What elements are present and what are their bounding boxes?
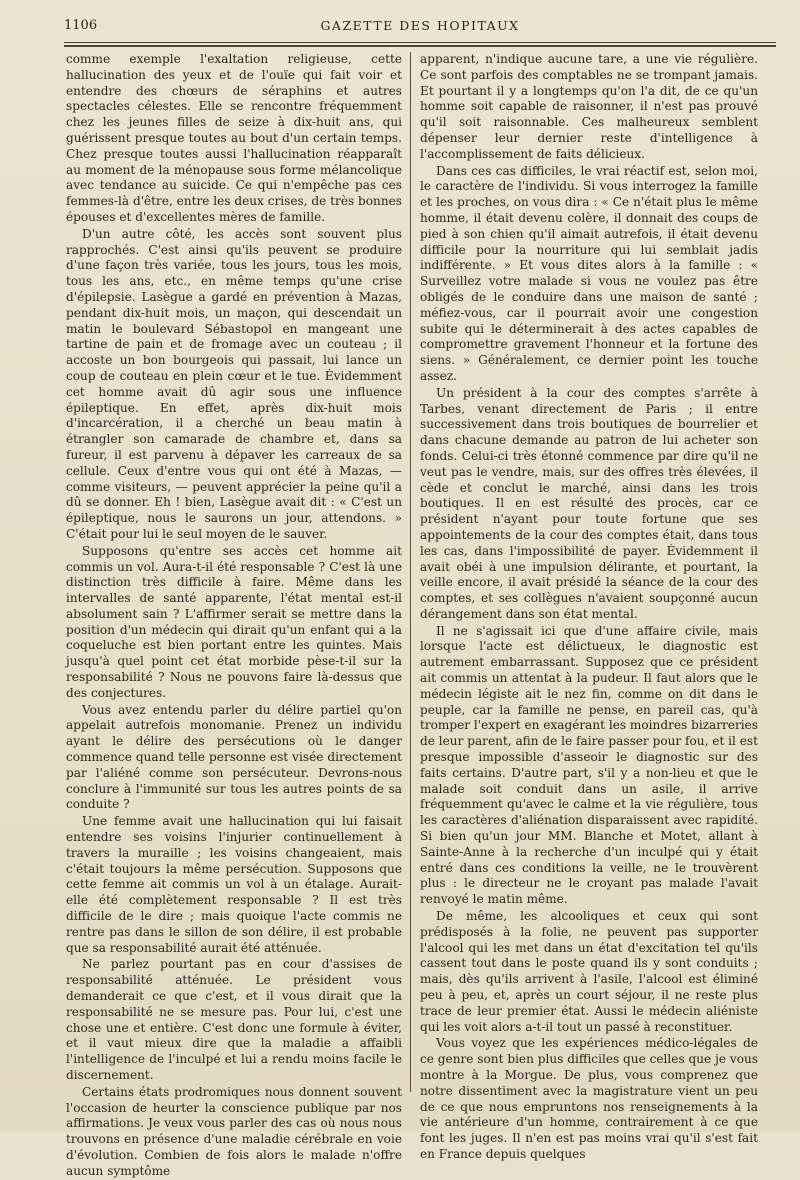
journal-title: GAZETTE DES HOPITAUX: [320, 18, 520, 33]
left-paragraph-3: Supposons qu'entre ses accès cet homme ait commis un vol. Aura-t-il été responsable ? C'est là une distinction très difficile à faire. Même dans les intervalles de santé apparente, l'état mental est-il absolument sain ? L'affirmer serait se mettre dans la position d'un médecin qui dirait qu'un enfant qui a la coqueluche est bien portant entre les quintes. Mais jusqu'à quel point cet état morbide pèse-t-il sur la responsabilité ? Nous ne pouvons faire là-dessus que des conjectures.: [66, 543, 402, 700]
right-paragraph-3: Un président à la cour des comptes s'arrête à Tarbes, venant directement de Paris ; il entre successivement dans trois boutiques de bourrelier et dans chacune demande au patron de lui acheter son fonds. Celui-ci très étonné commence par dire qu'il ne veut pas le vendre, mais, sur des offres très élevées, il cède et conclut le marché, ainsi dans les trois boutiques. Il en est résulté des procès, car ce président n'ayant pour toute fortune que ses appointements de la cour des comptes était, dans tous les cas, dans l'impossibilité de payer. Évidemment il avait obéi à une impulsion délirante, et pourtant, la veille encore, il avait présidé la séance de la cour des comptes, et ses collègues n'avaient soupçonné aucun dérangement dans son état mental.: [420, 385, 758, 621]
right-paragraph-5: De même, les alcooliques et ceux qui sont prédisposés à la folie, ne peuvent pas supporter l'alcool qui les met dans un état d'excitation tel qu'ils cassent tout dans le poste quand ils y sont conduits ; mais, dès qu'ils arrivent à l'asile, l'alcool est éliminé peu à peu, et, après un court séjour, il ne reste plus trace de leur premier état. Aussi le médecin aliéniste qui les voit alors a-t-il tout un passé à reconstituer.: [420, 909, 758, 1034]
left-column: [66, 52, 402, 1178]
right-paragraph-4: Il ne s'agissait ici que d'une affaire civile, mais lorsque l'acte est délictueux, le diagnostic est autrement embarrassant. Supposez que ce président ait commis un attentat à la pudeur. Il faut alors que le médecin légiste ait le nez fin, comme on dit dans le peuple, car la famille ne pense, en pareil cas, qu'à tromper l'expert en exagérant les moindres bizarreries de leur parent, afin de le faire passer pour fou, et il est presque impossible d'asseoir le diagnostic sur des faits certains. D'autre part, s'il y a non-lieu et que le malade soit conduit dans un asile, il arrive fréquemment qu'avec le calme et la vie régulière, tous les caractères d'aliénation disparaissent avec rapidité. Si bien qu'un jour MM. Blanche et Motet, allant à Sainte-Anne à la recherche d'un inculpé qui y était entré dans ces conditions la veille, ne le trouvèrent plus : le directeur ne le croyant pas malade l'avait renvoyé le matin même.: [420, 623, 758, 907]
right-paragraph-2: Dans ces cas difficiles, le vrai réactif est, selon moi, le caractère de l'individu. Si vous interrogez la famille et les proches, on vous dira : « Ce n'était plus le même homme, il était devenu colère, il donnait des coups de pied à son chien qu'il aimait autrefois, il était devenu difficile pour la nourriture qui lui semblait jadis indifférente. » Et vous dites alors à la famille : « Surveillez votre malade si vous ne voulez pas être obligés de le conduire dans une maison de santé ; méfiez-vous, car il pourrait avoir une congestion subite qui le déterminerait à des actes capables de compromettre gravement l'honneur et la fortune des siens. » Généralement, ce dernier point les touche assez.: [420, 163, 758, 383]
left-paragraph-4: Vous avez entendu parler du délire partiel qu'on appelait autrefois monomanie. Prenez un individu ayant le délire des persécutions où le danger commence quand telle personne est visée directement par l'aliéné comme son persécuteur. Devrons-nous conclure à l'immunité sur tous les autres points de sa conduite ?: [66, 702, 402, 812]
right-paragraph-1: apparent, n'indique aucune tare, a une vie régulière. Ce sont parfois des comptables ne se trompant jamais. Et pourtant il y a longtemps qu'on l'a dit, de ce qu'un homme soit capable de raisonner, il n'est pas prouvé qu'il soit raisonnable. Ces malheureux semblent dépenser leur dernier reste d'intelligence à l'accomplissement de faits délicieux.: [420, 52, 758, 161]
header-rule-thin: [64, 42, 776, 43]
left-paragraph-5: Une femme avait une hallucination qui lui faisait entendre ses voisins l'injurier continuellement à travers la muraille ; les voisins changeaient, mais c'était toujours la même persécution. Supposons que cette femme ait commis un vol à un étalage. Aurait-elle été complètement responsable ? Il est très difficile de le dire ; mais quoique l'acte commis ne rentre pas dans le sillon de son délire, il est probable que sa responsabilité aurait été atténuée.: [66, 814, 402, 955]
right-column: [420, 52, 758, 1161]
right-paragraph-6: Vous voyez que les expériences médico-légales de ce genre sont bien plus difficiles que celles que je vous montre à la Morgue. De plus, vous comprenez que notre dissentiment avec la magistrature vient un peu de ce que nous empruntons nos renseignements à la vie antérieure d'un homme, contrairement à ce que font les juges. Il n'en est pas moins vrai qu'il s'est fait en France depuis quelques: [420, 1036, 758, 1161]
header-rule-thick: [64, 45, 776, 47]
left-paragraph-7: Certains états prodromiques nous donnent souvent l'occasion de heurter la conscience publique par nos affirmations. Je veux vous parler des cas où nous nous trouvons en présence d'une maladie cérébrale en voie d'évolution. Combien de fois alors le malade n'offre aucun symptôme: [66, 1084, 402, 1178]
left-paragraph-6: Ne parlez pourtant pas en cour d'assises de responsabilité atténuée. Le président vous demanderait ce que c'est, et il vous dirait que la responsabilité ne se mesure pas. Pour lui, c'est une chose une et entière. C'est donc une formule à éviter, et il vaut mieux dire que la maladie a affaibli l'intelligence de l'inculpé et lui a rendu moins facile le discernement.: [66, 957, 402, 1082]
left-paragraph-1: comme exemple l'exaltation religieuse, cette hallucination des yeux et de l'ouïe qui fait voir et entendre des chœurs de séraphins et autres spectacles célestes. Elle se rencontre fréquemment chez les jeunes filles de seize à dix-huit ans, qui guérissent presque toutes au bout d'un certain temps. Chez presque toutes aussi l'hallucination réapparaît au moment de la ménopause sous forme mélancolique avec tendance au suicide. Ce qui n'empêche pas ces femmes-là d'être, entre les deux crises, de très bonnes épouses et d'excellentes mères de famille.: [66, 52, 402, 224]
left-paragraph-2: D'un autre côté, les accès sont souvent plus rapprochés. C'est ainsi qu'ils peuvent se produire d'une façon très variée, tous les jours, tous les mois, tous les ans, etc., en même temps qu'une crise d'épilepsie. Lasègue a gardé en prévention à Mazas, pendant dix-huit mois, un maçon, qui descendait un matin le boulevard Sébastopol en mangeant une tartine de pain et de fromage avec un couteau ; il accoste un bon bourgeois qui passait, lui lance un coup de couteau en plein cœur et le tue. Évidemment cet homme avait dû agir sous une influence épileptique. En effet, après dix-huit mois d'incarcération, il a cherché un beau matin à étrangler son camarade de chambre et, dans sa fureur, il est parvenu à dépaver les carreaux de sa cellule. Ceux d'entre vous qui ont été à Mazas, — comme visiteurs, — peuvent apprécier la peine qu'il a dû se donner. Eh ! bien, Lasègue avait dit : « C'est un épileptique, nous le saurons un jour, attendons. » C'était pour lui le seul moyen de le sauver.: [66, 226, 402, 541]
page-number: 1106: [64, 18, 98, 33]
column-divider: [410, 52, 411, 1092]
running-head: [64, 14, 776, 36]
